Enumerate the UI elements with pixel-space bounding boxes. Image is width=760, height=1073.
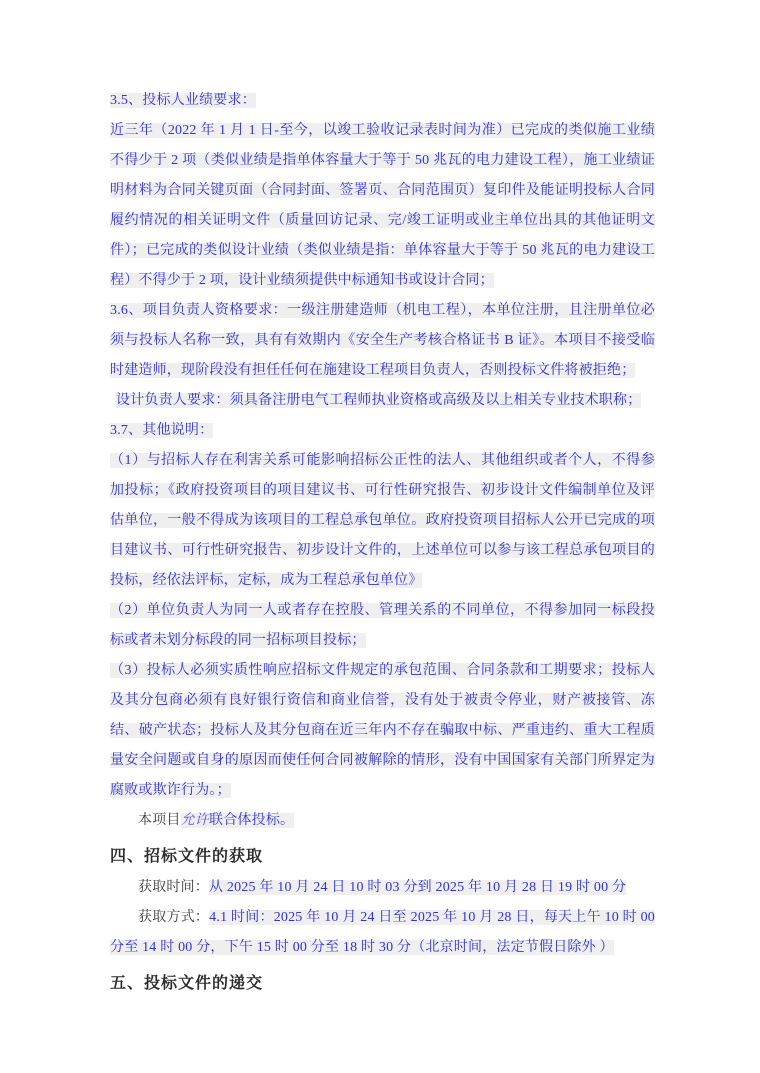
section-3-7-heading-text: 3.7、其他说明： <box>110 423 214 438</box>
section-3-6-para2 <box>110 386 655 416</box>
section-3-5-heading-text: 3.5、投标人业绩要求： <box>110 93 256 108</box>
section-3-6-para1 <box>110 296 655 386</box>
acquisition-method-label: 获取方式： <box>138 910 210 925</box>
section-3-7-item1 <box>110 446 655 596</box>
section-3-7-item3-text: （3）投标人必须实质性响应招标文件规定的承包范围、合同条款和工期要求；投标人及其分包商必须有良好银行资信和商业信誉，没有处于被责令停业，财产被接管、冻结、破产状态；投标人及其分包商在近三年内不存在骗取中标、严重违约、重大工程质量安全问题或自身的原因而使任何合同被解除的情形，没有中国国家有关部门所界定为腐败或欺诈行为。； <box>110 663 655 798</box>
section-3-7-heading <box>110 416 655 446</box>
section-3-7-item2 <box>110 596 655 656</box>
acquisition-time-label: 获取时间： <box>138 880 209 895</box>
acquisition-method-line <box>110 903 655 963</box>
consortium-statement <box>110 806 655 836</box>
section-3-5-body <box>110 116 655 296</box>
consortium-allow: 允许 <box>180 813 210 828</box>
section-3-5-body-text: 近三年（2022 年 1 月 1 日-至今，以竣工验收记录表时间为准）已完成的类似施工业绩不得少于 2 项（类似业绩是指单体容量大于等于 50 兆瓦的电力建设工程），施工业绩证明材料为合同关键页面（合同封面、签署页、合同范围页）复印件及能证明投标人合同履约情况的相关证明文件（质量回访记录、完/竣工证明或业主单位出具的其他证明文件）；已完成的类似设计业绩（类似业绩是指：单体容量大于等于 50 兆瓦的电力建设工程）不得少于 2 项，设计业绩须提供中标通知书或设计合同； <box>110 123 655 288</box>
section-3-6-para2-text: 设计负责人要求：须具备注册电气工程师执业资格或高级及以上相关专业技术职称； <box>116 393 642 408</box>
section-5-title: 五、投标文件的递交 <box>110 975 264 992</box>
section-4-title: 四、招标文件的获取 <box>110 848 264 865</box>
acquisition-time-line <box>110 873 655 903</box>
section-3-6-para1-text: 3.6、项目负责人资格要求：一级注册建造师（机电工程），本单位注册，且注册单位必须与投标人名称一致，具有有效期内《安全生产考核合格证书 B 证》。本项目不接受临时建造师，现阶段没有担任任何在施建设工程项目负责人，否则投标文件将被拒绝； <box>110 303 655 378</box>
acquisition-time-value: 从 2025 年 10 月 24 日 10 时 03 分到 2025 年 10 月 28 日 19 时 00 分 <box>209 880 627 895</box>
section-3-7-item3 <box>110 656 655 806</box>
section-3-7-item1-text: （1）与招标人存在利害关系可能影响招标公正性的法人、其他组织或者个人，不得参加投标；《政府投资项目的项目建议书、可行性研究报告、初步设计文件编制单位及评估单位，一般不得成为该项目的工程总承包单位。政府投资项目招标人公开已完成的项目建议书、可行性研究报告、初步设计文件的，上述单位可以参与该工程总承包项目的投标，经依法评标，定标，成为工程总承包单位》 <box>110 453 655 588</box>
consortium-prefix: 本项目 <box>138 813 181 828</box>
document-page <box>110 86 655 1000</box>
acquisition-method-value: 4.1 时间：2025 年 10 月 24 日至 2025 年 10 月 28 日，每天上午 10 时 00 分至 14 时 00 分，下午 15 时 00 分至 18 时 30 分（北京时间，法定节假日除外 ） <box>110 910 655 955</box>
consortium-suffix: 联合体投标。 <box>209 813 295 828</box>
section-3-5-heading <box>110 86 655 116</box>
section-3-7-item2-text: （2）单位负责人为同一人或者存在控股、管理关系的不同单位，不得参加同一标段投标或者未划分标段的同一招标项目投标； <box>110 603 655 648</box>
